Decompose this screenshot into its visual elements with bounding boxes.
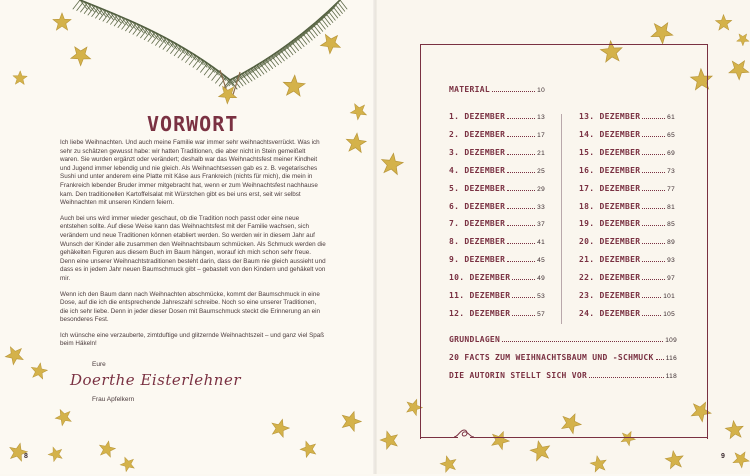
toc-leader-dots <box>642 171 665 173</box>
toc-leader-dots <box>589 376 664 378</box>
page-number-right: 9 <box>721 453 725 460</box>
toc-entry-page: 118 <box>665 373 677 380</box>
toc-leader-dots <box>507 189 535 191</box>
toc-entry[interactable] <box>579 237 675 246</box>
toc-leader-dots <box>507 207 535 209</box>
toc-leader-dots <box>642 153 665 155</box>
foreword-paragraph: Wenn ich den Baum dann nach Weihnachten abschmücke, kommt der Baumschmuck in eine Dose, auf die ich die entsprechende Jahreszahl schreibe. Noch so eine unserer Traditionen, die ich sehr liebe. Denn in jeder dieser Dosen mit Baumschmuck steckt die Erinnerung an ein besonderes Fest. <box>60 290 321 324</box>
toc-leader-dots <box>507 153 535 155</box>
toc-entry-label: 20 FACTS ZUM WEIHNACHTSBAUM UND -SCHMUCK <box>449 353 654 362</box>
toc-leader-dots <box>507 260 535 262</box>
toc-column-divider <box>561 114 562 324</box>
toc-entry-label: 3. DEZEMBER <box>449 147 506 157</box>
gold-star-icon <box>281 73 307 99</box>
toc-entry-page: 53 <box>537 293 545 300</box>
toc-entry-page: 13 <box>537 114 545 121</box>
toc-entry[interactable] <box>449 219 545 228</box>
toc-entry[interactable] <box>579 184 675 193</box>
toc-entry-label: 22. DEZEMBER <box>579 273 641 283</box>
gold-star-icon <box>52 12 72 32</box>
toc-entry-page: 97 <box>667 275 675 283</box>
toc-entry[interactable] <box>449 130 545 139</box>
toc-entry-label: 6. DEZEMBER <box>449 201 506 211</box>
toc-entry[interactable] <box>449 166 545 175</box>
page-number-left: 8 <box>24 453 28 460</box>
toc-entry[interactable] <box>449 202 545 211</box>
curl-ornament <box>454 428 474 442</box>
toc-leader-dots <box>642 260 665 262</box>
toc-frame-bottom <box>470 437 707 438</box>
toc-entry-page: 45 <box>537 257 545 265</box>
toc-leader-dots <box>642 135 665 137</box>
toc-entry-label: 15. DEZEMBER <box>579 147 641 157</box>
toc-leader-dots <box>507 224 535 226</box>
toc-entry-label: 8. DEZEMBER <box>449 237 506 247</box>
toc-leader-dots <box>642 224 665 226</box>
toc-entry-label: DIE AUTORIN STELLT SICH VOR <box>449 371 588 380</box>
gold-star-icon <box>344 131 368 155</box>
toc-leader-dots <box>507 242 535 244</box>
toc-entry-page: 89 <box>667 239 675 247</box>
foreword-paragraph: Ich wünsche eine verzauberte, zimtduftige und glitzernde Weihnachtszeit – und ganz viel Spaß beim Häkeln! <box>60 331 325 348</box>
toc-entry[interactable] <box>579 130 675 139</box>
toc-leader-dots <box>656 358 664 360</box>
toc-entry[interactable] <box>579 309 675 318</box>
foreword-paragraph: Ich liebe Weihnachten. Und auch meine Familie war immer sehr weihnachtsverrückt. Was ich sehr zu schätzen gewusst habe: wir hatten Traditionen, die aber nicht in Stein gemeißelt waren. Sie wurden ergänzt oder verändert; deshalb war das Weihnachtsfest meiner Kindheit und Jugend immer lebendig und nie gleich. Als Weihnachtsessen gab es z. B. vegetarisches Sushi und unter anderem eine Platte mit Käse aus Frankreich (nichts für mich), die mein in Frankreich lebender Bruder immer mitgebracht hat, wenn er zum Weihnachtsfest nachhause kam. Den traditionellen Kartoffelsalat mit Würstchen gibt es bei uns erst, seit wir selbst Weihnachten mit unseren Kindern feiern. <box>60 139 320 207</box>
toc-leader-dots <box>502 340 663 342</box>
toc-entry[interactable] <box>579 202 675 211</box>
toc-entry-page: 73 <box>667 167 675 175</box>
toc-entry-page: 69 <box>667 149 675 157</box>
toc-entry-label: 24. DEZEMBER <box>579 308 641 318</box>
toc-leader-dots <box>642 189 665 191</box>
toc-entry-label: 17. DEZEMBER <box>579 183 641 193</box>
author-signature: Doerthe Eisterlehner <box>70 371 242 389</box>
toc-entry-page: 41 <box>537 239 545 247</box>
toc-entry-label: 19. DEZEMBER <box>579 219 641 229</box>
toc-entry[interactable] <box>449 148 545 157</box>
toc-entry[interactable] <box>449 85 545 94</box>
toc-frame-bottom <box>420 437 458 438</box>
toc-entry-label: 11. DEZEMBER <box>449 291 511 300</box>
toc-entry-label: 9. DEZEMBER <box>449 255 506 265</box>
toc-entry[interactable] <box>579 219 675 228</box>
toc-entry-page: 77 <box>667 185 675 193</box>
toc-entry-page: 85 <box>667 221 675 229</box>
toc-leader-dots <box>642 278 665 280</box>
toc-entry-label: 14. DEZEMBER <box>579 129 641 139</box>
toc-entry[interactable] <box>449 291 545 300</box>
toc-entry-page: 29 <box>537 185 545 193</box>
toc-leader-dots <box>642 242 665 244</box>
toc-leader-dots <box>512 296 535 298</box>
toc-entry[interactable] <box>449 273 545 282</box>
toc-entry-page: 93 <box>667 257 675 265</box>
toc-entry[interactable] <box>579 273 675 282</box>
toc-entry[interactable] <box>579 255 675 264</box>
toc-entry[interactable] <box>449 309 545 318</box>
toc-entry-label: 16. DEZEMBER <box>579 165 641 175</box>
foreword-text <box>60 139 326 356</box>
toc-entry[interactable] <box>449 184 545 193</box>
toc-leader-dots <box>642 296 661 298</box>
toc-entry-page: 116 <box>665 355 677 362</box>
toc-entry-page: 33 <box>537 203 545 211</box>
toc-entry-label: 4. DEZEMBER <box>449 165 506 175</box>
toc-entry-label: GRUNDLAGEN <box>449 335 501 344</box>
toc-entry-label: 18. DEZEMBER <box>579 201 641 211</box>
toc-entry-page: 57 <box>537 310 545 318</box>
toc-entry-page: 61 <box>667 114 675 121</box>
toc-leader-dots <box>507 117 535 119</box>
toc-leader-dots <box>492 90 535 92</box>
toc-entry-page: 105 <box>663 310 675 318</box>
toc-entry[interactable] <box>579 148 675 157</box>
toc-entry-page: 49 <box>537 275 545 283</box>
page-title: VORWORT <box>147 112 239 136</box>
toc-entry[interactable] <box>579 291 675 300</box>
toc-entry-page: 65 <box>667 131 675 139</box>
toc-entry-label: 7. DEZEMBER <box>449 219 506 229</box>
toc-leader-dots <box>642 117 665 119</box>
toc-entry-page: 25 <box>537 167 545 175</box>
toc-leader-dots <box>507 171 535 173</box>
closing-text: Eure <box>92 361 106 368</box>
toc-entry[interactable] <box>579 166 675 175</box>
gold-star-icon <box>29 361 50 382</box>
gold-star-icon <box>378 150 405 177</box>
toc-entry-page: 17 <box>537 131 545 139</box>
gold-star-icon <box>96 438 117 459</box>
toc-entry[interactable] <box>449 255 545 264</box>
signer-name: Frau Apfelkern <box>92 396 135 403</box>
toc-entry-label: 13. DEZEMBER <box>579 112 641 121</box>
toc-entry[interactable] <box>449 112 545 121</box>
toc-entry[interactable] <box>449 335 677 344</box>
toc-entry-label: 5. DEZEMBER <box>449 183 506 193</box>
toc-entry-label: 10. DEZEMBER <box>449 273 511 283</box>
toc-entry-label: MATERIAL <box>449 85 490 94</box>
gold-star-icon <box>12 70 29 87</box>
toc-entry-page: 109 <box>665 337 677 344</box>
toc-entry[interactable] <box>449 237 545 246</box>
toc-leader-dots <box>512 314 535 316</box>
toc-leader-dots <box>642 207 665 209</box>
toc-entry-label: 21. DEZEMBER <box>579 255 641 265</box>
toc-entry[interactable] <box>449 353 677 362</box>
toc-leader-dots <box>642 314 661 316</box>
toc-entry-page: 81 <box>667 203 675 211</box>
toc-entry-page: 21 <box>537 149 545 157</box>
toc-entry-page: 37 <box>537 221 545 229</box>
toc-entry-label: 1. DEZEMBER <box>449 112 506 121</box>
toc-entry-label: 20. DEZEMBER <box>579 237 641 247</box>
toc-entry-label: 12. DEZEMBER <box>449 308 511 318</box>
toc-entry-page: 101 <box>663 293 675 300</box>
toc-entry-page: 10 <box>537 87 545 94</box>
toc-leader-dots <box>512 278 535 280</box>
toc-leader-dots <box>507 135 535 137</box>
toc-entry-label: 23. DEZEMBER <box>579 291 641 300</box>
toc-entry[interactable] <box>449 371 677 380</box>
toc-entry[interactable] <box>579 112 675 121</box>
foreword-paragraph: Auch bei uns wird immer wieder geschaut, ob die Tradition noch passt oder eine neue entstehen sollte. Auf diese Weise kann das Weihnachtsfest mit der Familie wachsen, sich verändern und neue Traditionen können etabliert werden. So werden wir in diesem Jahr auf Wunsch der Kinder alle zusammen den Weihnachtsbaum schmücken. Als Schmuck werden die gehäkelten Figuren aus diesem Buch im Baum hängen, worauf ich mich schon sehr freue. Denn eine unserer Weihnachtstraditionen besteht darin, dass der Baum nie gleich aussieht und dass es in jedem Jahr neuen Baumschmuck gibt – gebastelt von den Kindern und gehäkelt von mir. <box>60 214 326 282</box>
toc-entry-label: 2. DEZEMBER <box>449 129 506 139</box>
